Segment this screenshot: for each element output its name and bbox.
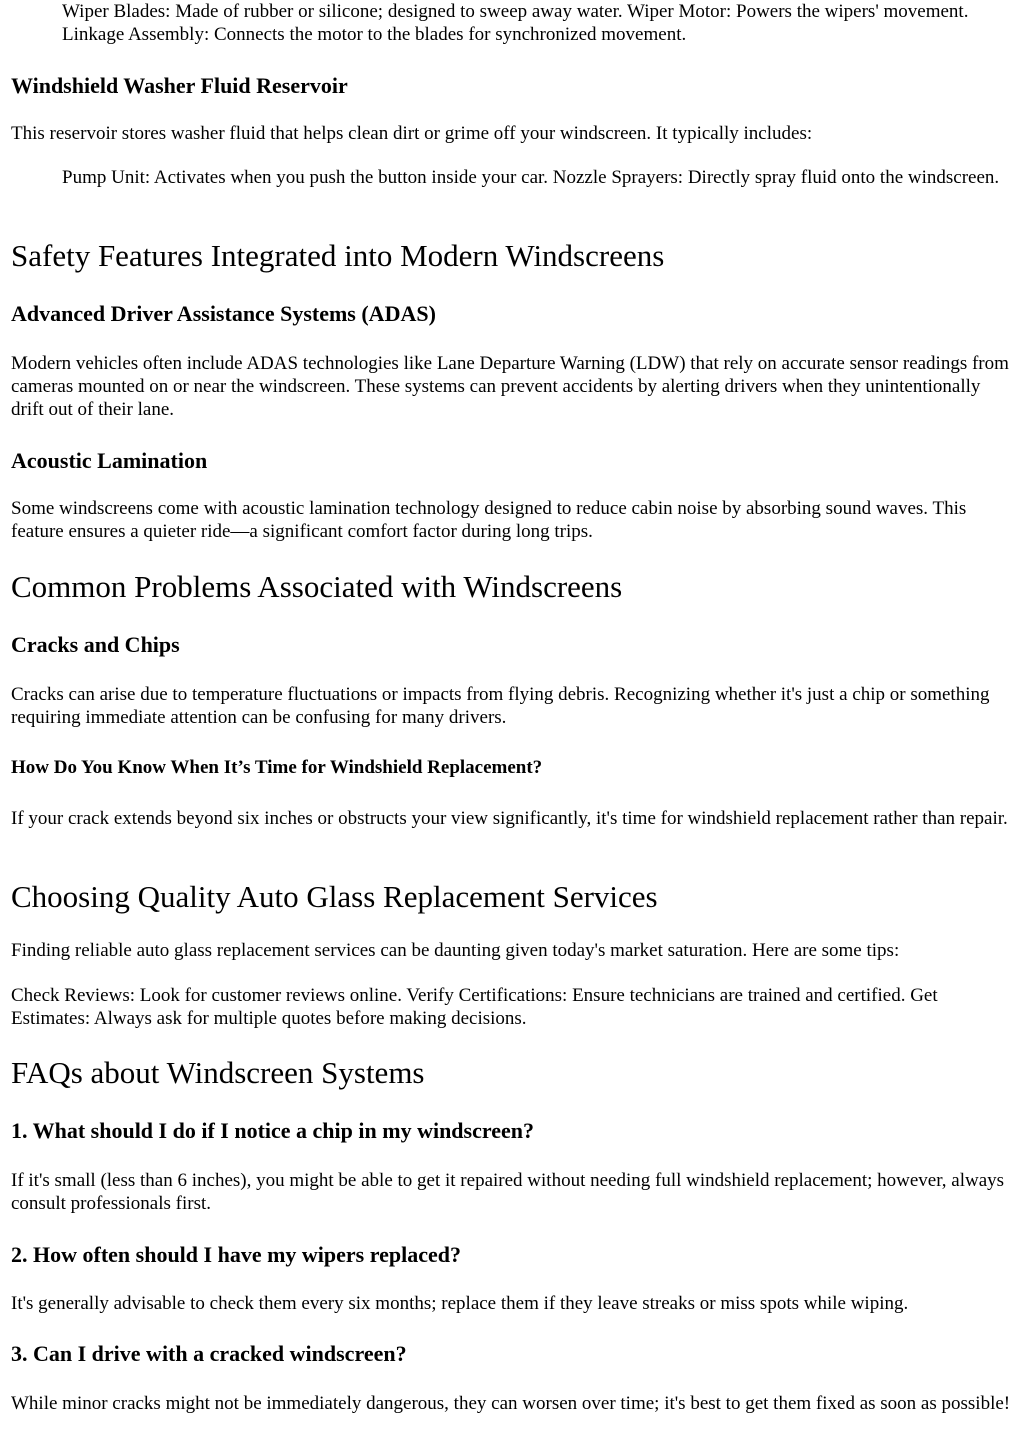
choosing-services-heading: Choosing Quality Auto Glass Replacement Services: [11, 879, 658, 914]
faq-heading: FAQs about Windscreen Systems: [11, 1055, 425, 1090]
faq-answer-3: While minor cracks might not be immediately dangerous, they can worsen over time; it's best to get them fixed as soon as possible!: [11, 1393, 1011, 1414]
faq-question-2: 2. How often should I have my wipers replaced?: [11, 1242, 461, 1267]
safety-features-heading: Safety Features Integrated into Modern Windscreens: [11, 238, 665, 273]
cracks-chips-paragraph: Cracks can arise due to temperature fluctuations or impacts from flying debris. Recognizing whether it's just a chip or something requiring immediate attention can be confusing for many drivers.: [11, 684, 990, 728]
acoustic-lamination-paragraph: Some windscreens come with acoustic lamination technology designed to reduce cabin noise by absorbing sound waves. This feature ensures a quieter ride—a significant comfort factor during long trips.: [11, 498, 967, 542]
cracks-chips-heading: Cracks and Chips: [11, 632, 180, 657]
faq-question-1: 1. What should I do if I notice a chip in my windscreen?: [11, 1118, 534, 1143]
replacement-timing-heading: How Do You Know When It’s Time for Windshield Replacement?: [11, 757, 543, 778]
adas-paragraph: Modern vehicles often include ADAS technologies like Lane Departure Warning (LDW) that rely on accurate sensor readings from cameras mounted on or near the windscreen. These systems can prevent accidents by alerting drivers when they unintentionally drift out of their lane.: [11, 353, 1009, 420]
choosing-services-intro: Finding reliable auto glass replacement services can be daunting given today's market saturation. Here are some tips:: [11, 940, 900, 961]
replacement-timing-paragraph: If your crack extends beyond six inches or obstructs your view significantly, it's time for windshield replacement rather than repair.: [11, 808, 1008, 829]
faq-answer-2: It's generally advisable to check them every six months; replace them if they leave streaks or miss spots while wiping.: [11, 1293, 909, 1314]
acoustic-lamination-heading: Acoustic Lamination: [11, 448, 208, 473]
faq-question-3: 3. Can I drive with a cracked windscreen?: [11, 1341, 407, 1366]
choosing-services-tips: Check Reviews: Look for customer reviews online. Verify Certifications: Ensure technicians are trained and certified. Get Estimates: Always ask for multiple quotes before making decisions.: [11, 985, 938, 1029]
faq-answer-1: If it's small (less than 6 inches), you might be able to get it repaired without needing full windshield replacement; however, always consult professionals first.: [11, 1170, 1005, 1214]
wiper-components-list: Wiper Blades: Made of rubber or silicone; designed to sweep away water. Wiper Motor: Powers the wipers' movement. Linkage Assembly: Connects the motor to the blades for synchronized movement.: [62, 1, 969, 45]
adas-heading: Advanced Driver Assistance Systems (ADAS): [11, 301, 436, 326]
washer-reservoir-intro: This reservoir stores washer fluid that helps clean dirt or grime off your windscreen. It typically includes:: [11, 123, 813, 144]
washer-components-list: Pump Unit: Activates when you push the button inside your car. Nozzle Sprayers: Directly spray fluid onto the windscreen.: [62, 167, 1000, 188]
washer-reservoir-heading: Windshield Washer Fluid Reservoir: [11, 73, 348, 98]
common-problems-heading: Common Problems Associated with Windscreens: [11, 569, 623, 604]
